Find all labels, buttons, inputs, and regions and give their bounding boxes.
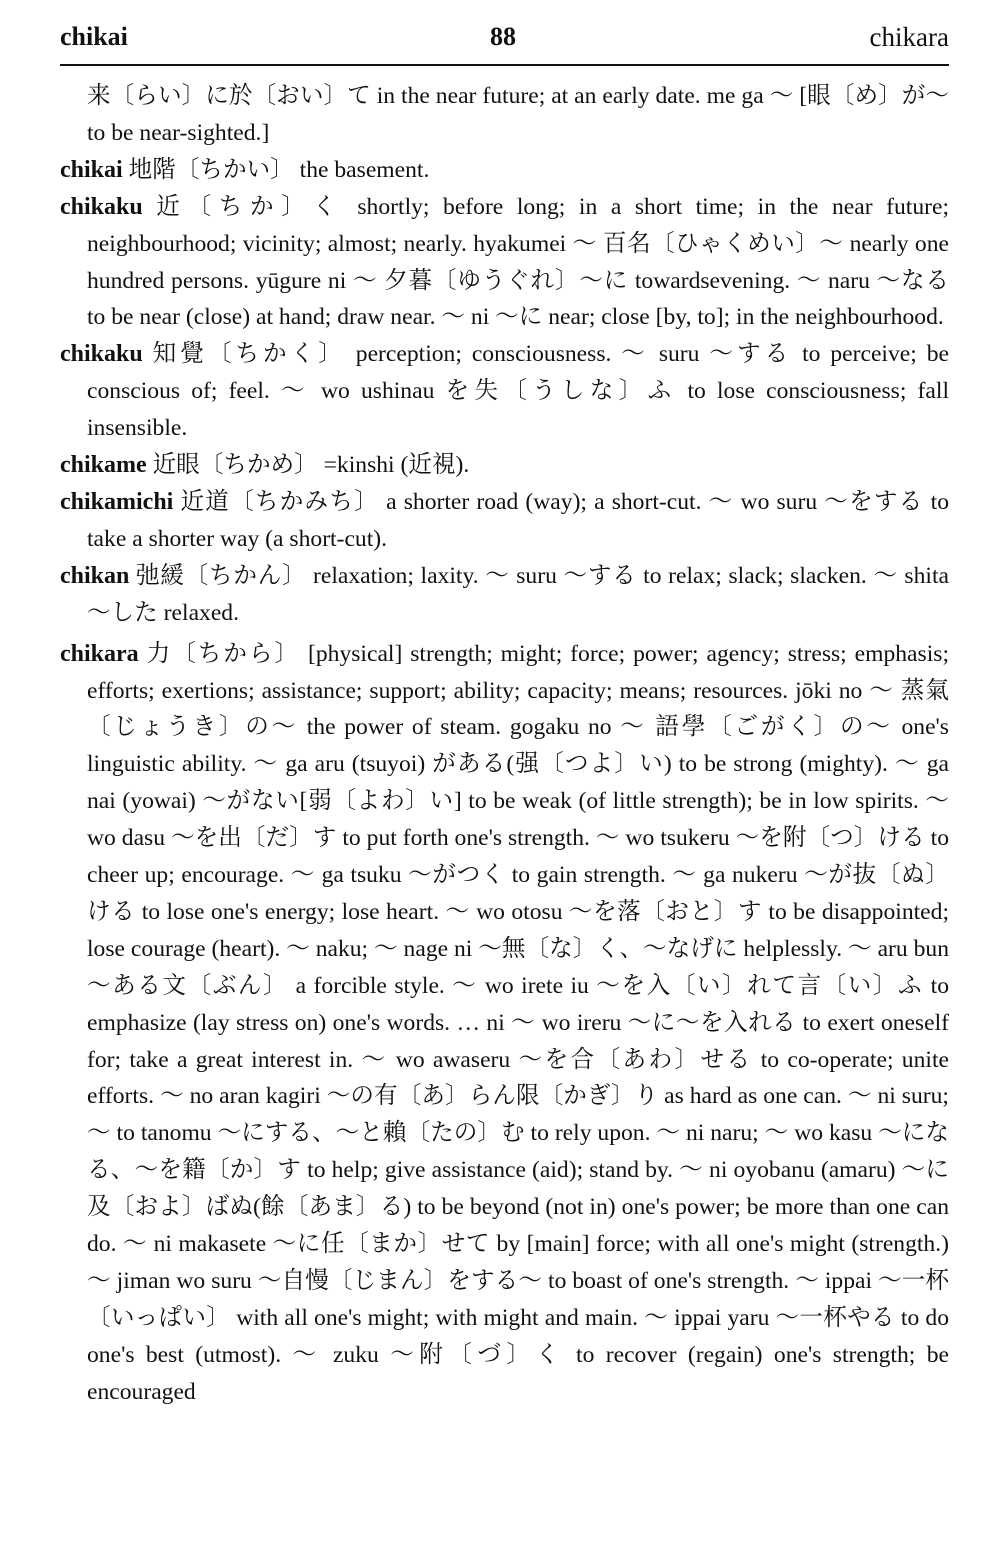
dictionary-entry bbox=[60, 484, 949, 558]
entry-definition: 近眼〔ちかめ〕 =kinshi (近視). bbox=[146, 452, 470, 479]
dictionary-entry bbox=[60, 558, 949, 632]
dictionary-entry bbox=[60, 636, 949, 1411]
entry-headword: chikamichi bbox=[60, 488, 174, 515]
entry-headword: chikaku bbox=[60, 193, 143, 220]
entry-headword: chikai bbox=[60, 156, 123, 183]
entry-headword: chikame bbox=[60, 452, 147, 479]
entry-definition: 力〔ちから〕 [physical] strength; might; force; power; agency; stress; emphasis; efforts; exertions; assistance; support; ability; capacity; means; resources. jōki no ～ 蒸氣〔じょうき〕の～ the power of steam. gogaku no ～ 語學〔ごがく〕の～ one's linguistic ability. ～ ga aru (tsuyoi) がある(强〔つよ〕い) to be strong (mighty). ～ ga nai (yowai) ～がない[弱〔よわ〕い] to be weak (of little strength); be in low spirits. ～ wo dasu ～を出〔だ〕す to put forth one's strength. ～ wo tsukeru ～を附〔つ〕ける to cheer up; encourage. ～ ga tsuku ～がつく to gain strength. ～ ga nukeru ～が抜〔ぬ〕ける to lose one's energy; lose heart. ～ wo otosu ～を落〔おと〕す to be disappointed; lose courage (heart). ～ naku; ～ nage ni ～無〔な〕く、～なげに helplessly. ～ aru bun ～ある文〔ぶん〕 a forcible style. ～ wo irete iu ～を入〔い〕れて言〔い〕ふ to emphasize (lay stress on) one's words. … ni ～ wo ireru ～に～を入れる to exert oneself for; take a great interest in. ～ wo awaseru ～を合〔あわ〕せる to co-operate; unite efforts. ～ no aran kagiri ～の有〔あ〕らん限〔かぎ〕り as hard as one can. ～ ni suru; ～ to tanomu ～にする、～と賴〔たの〕む to rely upon. ～ ni naru; ～ wo kasu ～になる、～を籍〔か〕す to help; give assistance (aid); stand by. ～ ni oyobanu (amaru) ～に及〔およ〕ばぬ(餘〔あま〕る) to be beyond (not in) one's power; be more than one can do. ～ ni makasete ～に任〔まか〕せて by [main] force; with all one's might (strength.) ～ jiman wo suru ～自慢〔じまん〕をする～ to boast of one's strength. ～ ippai ～一杯〔いっぱい〕 with all one's might; with might and main. ～ ippai yaru ～一杯やる to do one's best (utmost). ～ zuku ～附〔づ〕く to recover (regain) one's strength; be encouraged bbox=[87, 640, 949, 1405]
entry-definition: 知覺〔ちかく〕 perception; consciousness. ～ suru ～する to perceive; be conscious of; feel. ～ wo ushinau を失〔うしな〕ふ to lose consciousness; fall insensible. bbox=[87, 341, 949, 442]
dictionary-entries bbox=[60, 78, 949, 1411]
entry-headword: chikara bbox=[60, 640, 139, 667]
dictionary-entry bbox=[60, 447, 949, 484]
dictionary-entry bbox=[60, 336, 949, 447]
header-left-guideword: chikai bbox=[60, 22, 128, 51]
entry-definition: 弛緩〔ちかん〕 relaxation; laxity. ～ suru ～する to relax; slack; slacken. ～ shita ～した relaxed. bbox=[87, 562, 949, 626]
dictionary-entry bbox=[60, 152, 949, 189]
entry-definition: 近道〔ちかみち〕 a shorter road (way); a short-cut. ～ wo suru ～をする to take a shorter way (a short-cut). bbox=[87, 488, 949, 552]
entry-definition: 地階〔ちかい〕 the basement. bbox=[122, 156, 430, 183]
entry-headword: chikan bbox=[60, 562, 130, 589]
entry-definition: 近〔ちか〕く shortly; before long; in a short time; in the near future; neighbourhood; vicinity; almost; nearly. hyakumei ～ 百名〔ひゃくめい〕～ nearly one hundred persons. yūgure ni ～ 夕暮〔ゆうぐれ〕～に towardsevening. ～ naru ～なる to be near (close) at hand; draw near. ～ ni ～に near; close [by, to]; in the neighbourhood. bbox=[87, 193, 949, 331]
dictionary-entry bbox=[60, 189, 949, 337]
page-header bbox=[60, 22, 949, 58]
header-right-guideword: chikara bbox=[869, 22, 949, 52]
continued-entry-text: 来〔らい〕に於〔おい〕て in the near future; at an early date. me ga ～ [眼〔め〕が～ to be near-sighted.] bbox=[87, 83, 949, 146]
header-rule bbox=[60, 64, 949, 66]
page-number: 88 bbox=[490, 22, 516, 51]
entry-headword: chikaku bbox=[60, 341, 143, 368]
